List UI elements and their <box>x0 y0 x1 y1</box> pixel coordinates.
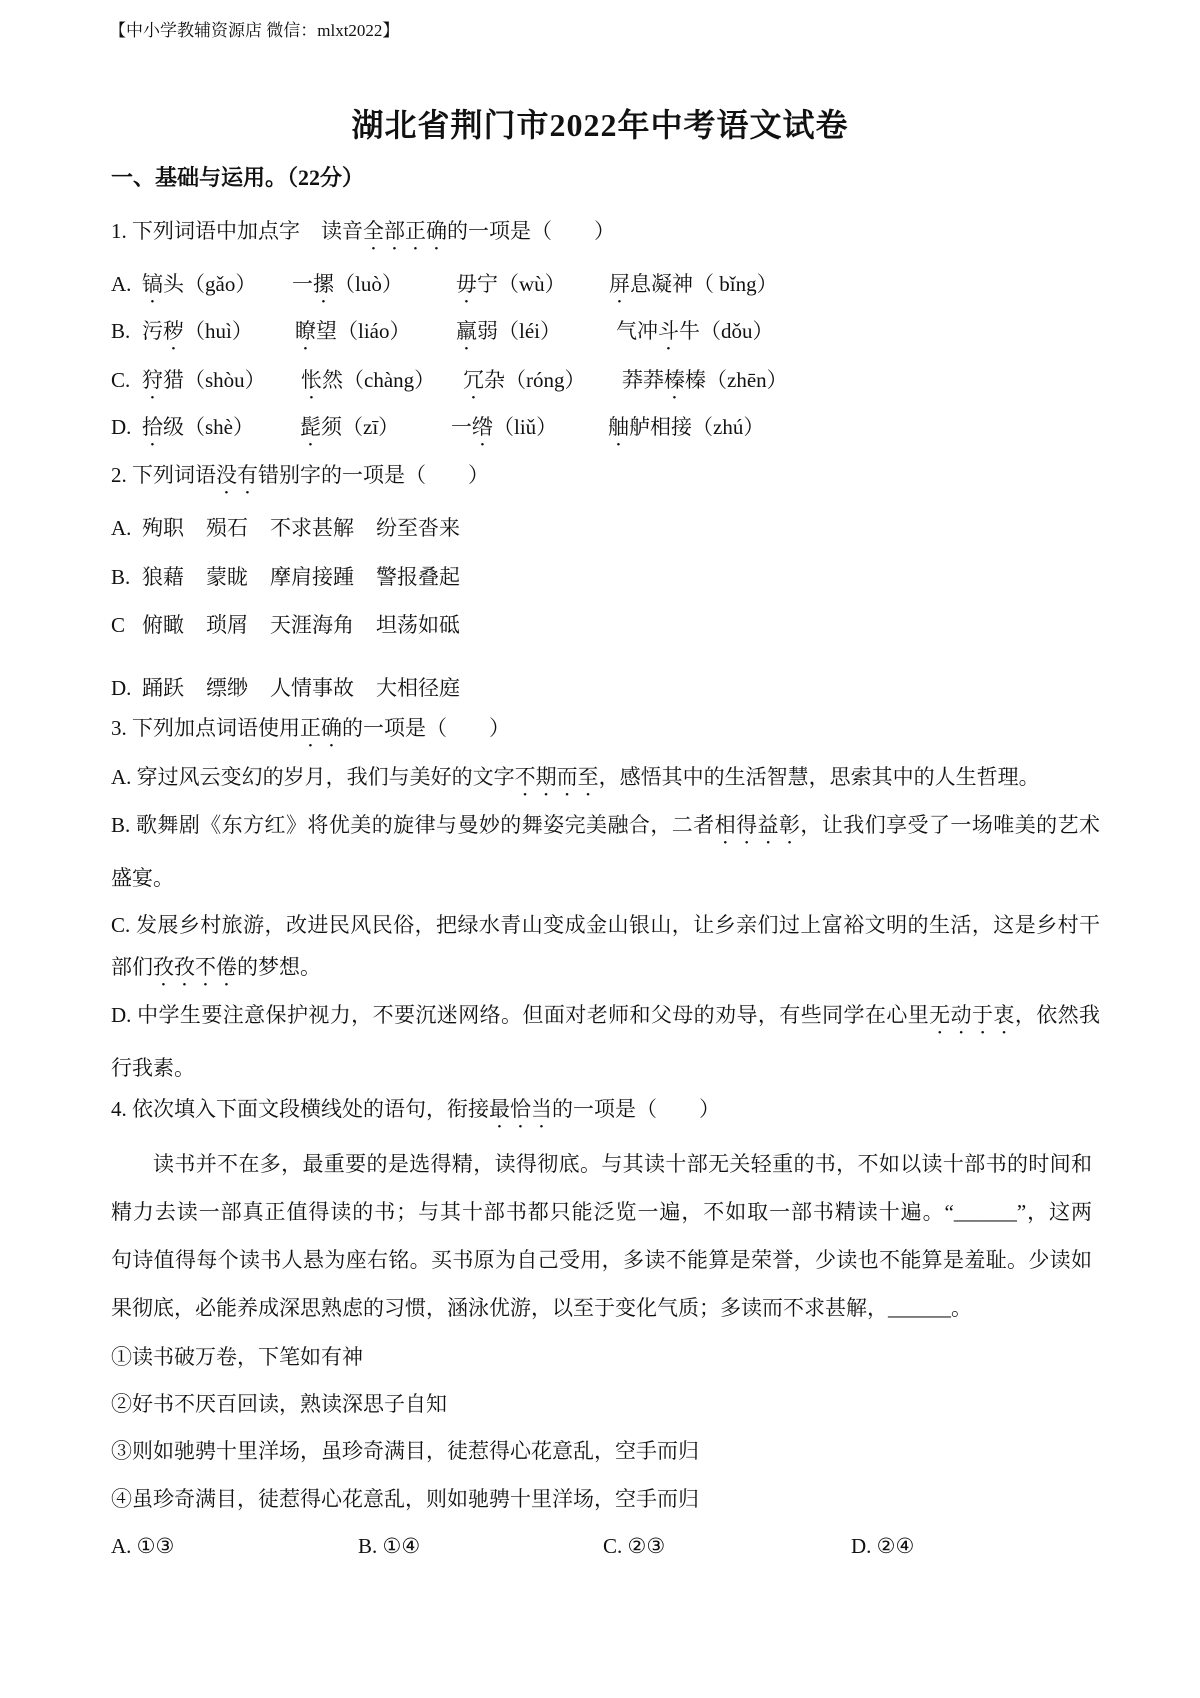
q1-word <box>301 365 435 404</box>
pinyin-reading: （zī） <box>342 415 400 439</box>
q1-stem <box>111 216 615 246</box>
q2-word: 坦荡如砥 <box>376 613 460 637</box>
option-value: ②③ <box>627 1534 666 1558</box>
q1-word <box>142 269 256 308</box>
emphasized-char: 拾 <box>142 415 163 439</box>
answer-option-a <box>111 1531 174 1561</box>
stem-tail: 的一项是（ ） <box>342 716 510 740</box>
q2-word: 俯瞰 <box>142 613 184 637</box>
pinyin-reading: （léi） <box>498 319 561 343</box>
answer-option-d <box>851 1531 914 1561</box>
q3-stem <box>111 713 510 743</box>
emphasized-char: 秽 <box>163 319 184 343</box>
emphasized-char: 冗 <box>463 368 484 392</box>
option-text-tail: 的梦想。 <box>237 955 321 979</box>
word-suffix: 然 <box>322 368 343 392</box>
word-suffix: 舻相接 <box>629 415 692 439</box>
q1-word <box>463 365 586 404</box>
q2-option-c <box>0 610 1200 640</box>
q1-option-b <box>0 316 1200 346</box>
q1-word <box>142 316 253 355</box>
q1-word <box>608 412 764 451</box>
stem-text: 1. 下列词语中加点字 读音 <box>111 219 363 243</box>
q2-word: 蒙眬 <box>206 565 248 589</box>
q1-word <box>292 269 403 308</box>
option-label: D. <box>111 415 132 439</box>
pinyin-reading: （liáo） <box>337 319 411 343</box>
stem-emphasis: 正确 <box>300 716 342 740</box>
emphasized-char: 屏 <box>609 272 630 296</box>
option-label: C. <box>111 913 131 937</box>
answer-option-b <box>358 1531 420 1561</box>
q1-option-d <box>0 412 1200 442</box>
q4-stem <box>111 1094 720 1124</box>
emphasized-char: 毋 <box>456 272 477 296</box>
q3-option-a <box>111 762 1040 792</box>
q4-choice: ②好书不厌百回读，熟读深思子自知 <box>111 1392 447 1416</box>
option-text: 发展乡村旅游，改进民风民俗，把绿水青山变成金山银山，让乡亲们过上富裕文明的生活，这是乡村干 <box>135 913 1101 937</box>
pinyin-reading: （chàng） <box>343 368 436 392</box>
stem-tail: 的一项是（ ） <box>447 219 615 243</box>
q2-word: 踊跃 <box>142 676 184 700</box>
option-label: A. <box>111 765 132 789</box>
word-prefix: 莽莽 <box>622 368 664 392</box>
stem-tail: 的一项是（ ） <box>552 1097 720 1121</box>
emphasized-char: 髭 <box>300 415 321 439</box>
q1-word <box>142 365 266 404</box>
pinyin-reading: （liǔ） <box>493 415 558 439</box>
emphasized-char: 羸 <box>456 319 477 343</box>
option-label: B. <box>111 813 131 837</box>
word-suffix: 级 <box>163 415 184 439</box>
word-suffix: 望 <box>316 319 337 343</box>
option-label: C. <box>111 368 131 392</box>
pinyin-reading: （huì） <box>184 319 253 343</box>
option-label: D. <box>111 676 132 700</box>
pinyin-reading: （zhēn） <box>706 368 788 392</box>
passage-line: 精力去读一部真正值得读的书；与其十部书都只能泛览一遍，不如取一部书精读十遍。“______”，这两 <box>111 1200 1092 1224</box>
q3-option-d <box>111 1000 1100 1030</box>
q2-word: 缥缈 <box>206 676 248 700</box>
option-value: ②④ <box>876 1534 915 1558</box>
pinyin-reading: （róng） <box>505 368 586 392</box>
word-prefix: 污 <box>142 319 163 343</box>
word-prefix: 一 <box>292 272 313 296</box>
emphasized-char: 镐 <box>142 272 163 296</box>
passage-line: 句诗值得每个读书人悬为座右铭。买书原为自己受用，多读不能算是荣誉，少读也不能算是羞耻。少读如 <box>111 1248 1092 1272</box>
stem-emphasis: 最恰当 <box>489 1097 552 1121</box>
pinyin-reading: （luò） <box>334 272 403 296</box>
word-prefix: 一 <box>451 415 472 439</box>
emphasized-phrase: 相得益彰 <box>714 813 801 837</box>
emphasized-char: 怅 <box>301 368 322 392</box>
emphasized-char: 摞 <box>313 272 334 296</box>
q4-answer-options <box>0 1531 1200 1561</box>
option-label: D. <box>851 1534 872 1558</box>
stem-emphasis: 全部正确 <box>363 219 447 243</box>
q3-option-d-continued: 行我素。 <box>111 1056 195 1080</box>
word-suffix: 榛 <box>685 368 706 392</box>
stem-text: 3. 下列加点词语使用 <box>111 716 300 740</box>
word-suffix: 须 <box>321 415 342 439</box>
option-value: ①④ <box>382 1534 421 1558</box>
header-note: 【中小学教辅资源店 微信：mlxt2022】 <box>109 21 400 40</box>
option-text-tail: ，让我们享受了一场唯美的艺术 <box>800 813 1101 837</box>
q2-word: 狼藉 <box>142 565 184 589</box>
section-heading: 一、基础与运用。（22分） <box>111 165 365 190</box>
pinyin-reading: （gǎo） <box>184 272 257 296</box>
q2-option-a <box>0 513 1200 543</box>
option-value: ①③ <box>136 1534 175 1558</box>
q4-choice: ③则如驰骋十里洋场，虽珍奇满目，徒惹得心花意乱，空手而归 <box>111 1439 699 1463</box>
word-suffix: 牛 <box>679 319 700 343</box>
q2-word: 人情事故 <box>270 676 354 700</box>
q2-stem <box>111 460 489 490</box>
q2-option-d <box>0 673 1200 703</box>
pinyin-reading: （dǒu） <box>700 319 774 343</box>
option-label: C. <box>603 1534 623 1558</box>
option-text: 穿过风云变幻的岁月，我们与美好的文字 <box>136 765 515 789</box>
emphasized-char: 瞭 <box>295 319 316 343</box>
emphasized-char: 榛 <box>664 368 685 392</box>
q1-word <box>622 365 788 404</box>
q3-option-b <box>111 810 1100 840</box>
q2-word: 殒石 <box>206 516 248 540</box>
word-suffix: 猎 <box>163 368 184 392</box>
q1-word <box>456 269 566 308</box>
pinyin-reading: （shè） <box>184 415 254 439</box>
q1-word <box>609 269 778 308</box>
option-text-tail: ，感悟其中的生活智慧，思索其中的人生哲理。 <box>598 765 1040 789</box>
q1-word <box>300 412 399 451</box>
option-label: A. <box>111 272 132 296</box>
option-label: B. <box>358 1534 378 1558</box>
stem-tail: 错别字的一项是（ ） <box>258 463 489 487</box>
q1-word <box>295 316 411 355</box>
emphasized-phrase: 不期而至 <box>514 765 599 789</box>
emphasized-char: 斗 <box>658 319 679 343</box>
q1-word <box>456 316 561 355</box>
option-label: A. <box>111 516 132 540</box>
q4-choice: ④虽珍奇满目，徒惹得心花意乱，则如驰骋十里洋场，空手而归 <box>111 1487 699 1511</box>
q3-option-b-continued: 盛宴。 <box>111 866 174 890</box>
word-suffix: 弱 <box>477 319 498 343</box>
q2-word: 纷至沓来 <box>376 516 460 540</box>
answer-option-c <box>603 1531 665 1561</box>
emphasized-char: 绺 <box>472 415 493 439</box>
word-prefix: 气冲 <box>616 319 658 343</box>
q1-word <box>451 412 557 451</box>
emphasized-phrase: 孜孜不倦 <box>153 955 237 979</box>
q1-word <box>616 316 774 355</box>
option-text: 中学生要注意保护视力，不要沉迷网络。但面对老师和父母的劝导，有些同学在心里 <box>137 1003 930 1027</box>
pinyin-reading: （zhú） <box>692 415 765 439</box>
pinyin-reading: （wù） <box>498 272 566 296</box>
option-label: D. <box>111 1003 132 1027</box>
stem-emphasis: 没有 <box>216 463 258 487</box>
q4-choice: ①读书破万卷，下笔如有神 <box>111 1345 363 1369</box>
stem-text: 4. 依次填入下面文段横线处的语句，衔接 <box>111 1097 489 1121</box>
q1-word <box>142 412 254 451</box>
word-suffix: 息凝神 <box>630 272 693 296</box>
q2-word: 天涯海角 <box>270 613 354 637</box>
emphasized-char: 舳 <box>608 415 629 439</box>
passage-line: 读书并不在多，最重要的是选得精，读得彻底。与其读十部无关轻重的书，不如以读十部书的时间和 <box>153 1152 1092 1176</box>
q2-word: 殉职 <box>142 516 184 540</box>
option-label: B. <box>111 565 131 589</box>
pinyin-reading: （ bǐng） <box>693 272 778 296</box>
q1-option-a <box>0 269 1200 299</box>
option-text-tail: ，依然我 <box>1014 1003 1101 1027</box>
q1-option-c <box>0 365 1200 395</box>
option-text: 歌舞剧《东方红》将优美的旋律与曼妙的舞姿完美融合，二者 <box>135 813 715 837</box>
option-label: B. <box>111 319 131 343</box>
option-label: C <box>111 613 126 637</box>
q2-word: 不求甚解 <box>270 516 354 540</box>
option-text: 部们 <box>111 955 153 979</box>
emphasized-char: 狩 <box>142 368 163 392</box>
q2-option-b <box>0 562 1200 592</box>
q3-option-c <box>111 910 1100 940</box>
q3-option-c-continued <box>111 952 321 982</box>
emphasized-phrase: 无动于衷 <box>929 1003 1015 1027</box>
passage-line: 果彻底，必能养成深思熟虑的习惯，涵泳优游，以至于变化气质；多读而不求甚解，______。 <box>111 1296 972 1320</box>
word-suffix: 宁 <box>477 272 498 296</box>
q2-word: 大相径庭 <box>376 676 460 700</box>
word-suffix: 杂 <box>484 368 505 392</box>
word-suffix: 头 <box>163 272 184 296</box>
option-label: A. <box>111 1534 132 1558</box>
q2-word: 警报叠起 <box>376 565 460 589</box>
pinyin-reading: （shòu） <box>184 368 266 392</box>
page-title: 湖北省荆门市2022年中考语文试卷 <box>351 107 849 143</box>
q2-word: 琐屑 <box>206 613 248 637</box>
stem-text: 2. 下列词语 <box>111 463 216 487</box>
q2-word: 摩肩接踵 <box>270 565 354 589</box>
